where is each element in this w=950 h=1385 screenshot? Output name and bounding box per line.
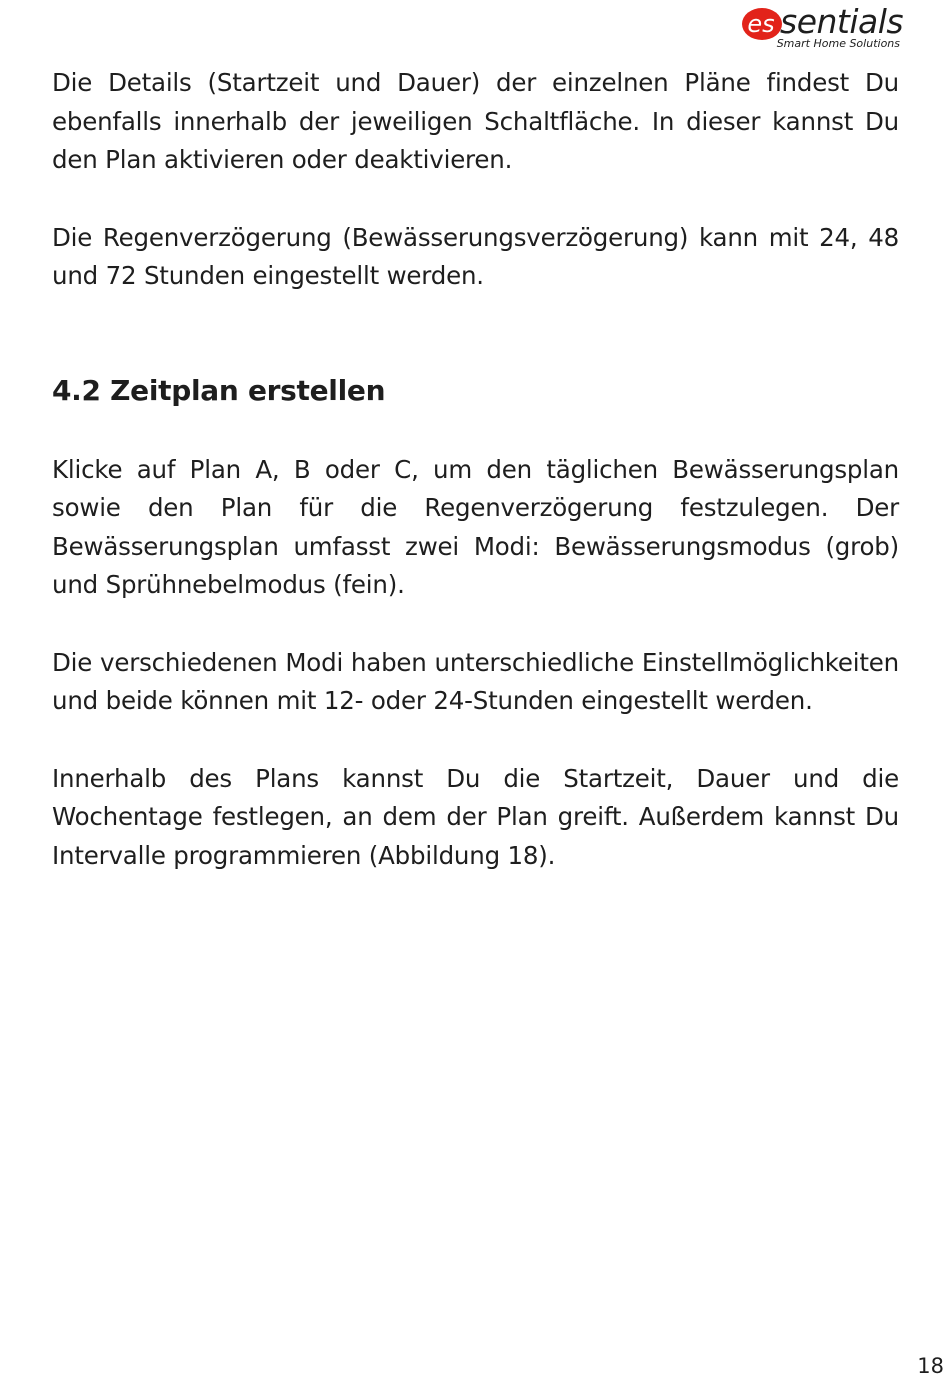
paragraph-plan-details: Die Details (Startzeit und Dauer) der einzelnen Pläne findest Du ebenfalls innerhalb der jeweiligen Schaltfläche. In dieser kannst Du den Plan aktivieren oder deaktivieren. — [52, 68, 899, 174]
paragraph-plan-settings: Innerhalb des Plans kannst Du die Startzeit, Dauer und die Wochentage festlegen, an dem der Plan greift. Außerdem kannst Du Intervalle programmieren (Abbildung 18). — [52, 763, 899, 870]
logo-wordmark: sentials — [780, 2, 904, 41]
essentials-logo — [740, 4, 902, 52]
page-number: 18 — [917, 1354, 944, 1378]
page-content — [52, 64, 899, 875]
paragraph-create-plan: Klicke auf Plan A, B oder C, um den täglichen Bewässerungsplan sowie den Plan für die Regenverzögerung festzulegen. Der Bewässerungsplan umfasst zwei Modi: Bewässerungsmodus (grob) und Sprühnebelmodus (fein). — [52, 454, 899, 599]
paragraph-modes: Die verschiedenen Modi haben unterschiedliche Einstellmöglichkeiten und beide können mit 12- oder 24-Stunden eingestellt werden. — [52, 647, 899, 715]
logo-tagline: Smart Home Solutions — [776, 37, 900, 50]
paragraph-rain-delay: Die Regenverzögerung (Bewässerungsverzögerung) kann mit 24, 48 und 72 Stunden eingestellt werden. — [52, 222, 899, 290]
section-heading: 4.2 Zeitplan erstellen — [52, 373, 386, 407]
logo-mark-text: es — [747, 10, 775, 38]
